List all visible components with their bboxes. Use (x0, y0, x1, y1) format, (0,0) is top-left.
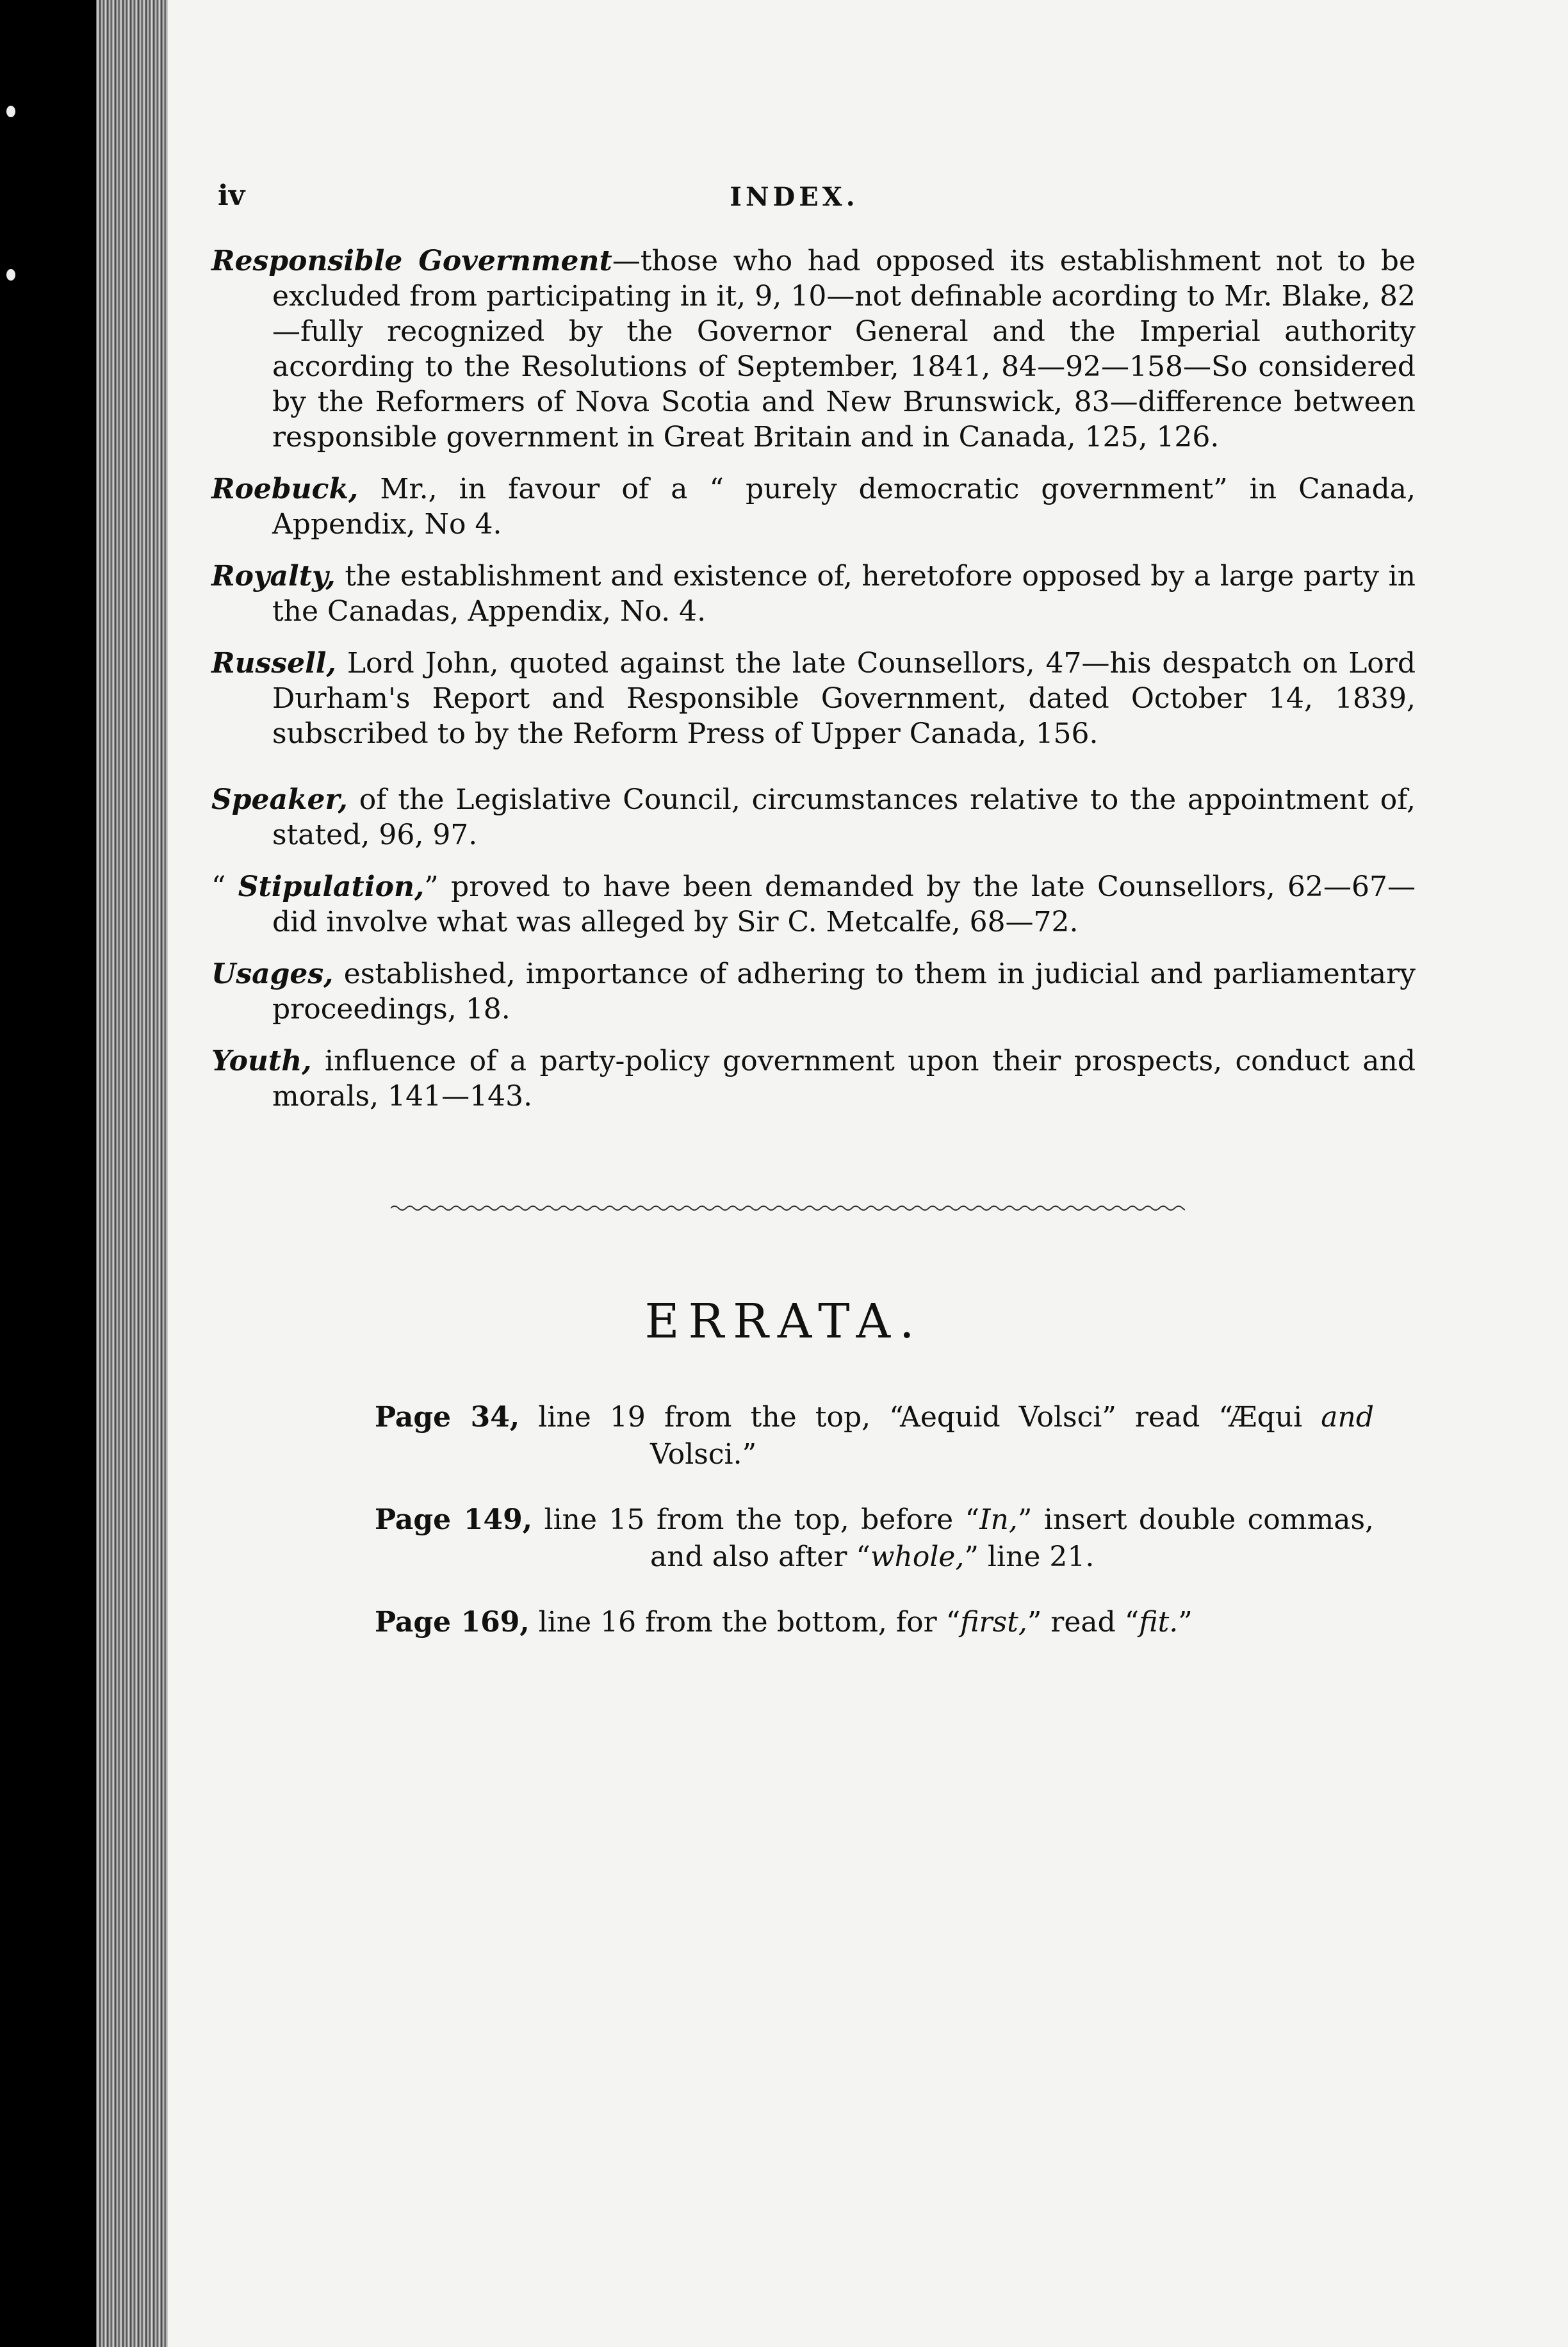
index-entry-text: Mr., in favour of a “ purely democratic government” in Canada, Appendix, No 4. (272, 473, 1416, 541)
edge-speck (6, 106, 15, 117)
index-entry (211, 559, 1416, 629)
index-entry (211, 471, 1416, 542)
index-entry (211, 646, 1416, 751)
index-entry (211, 243, 1416, 455)
erratum-item (375, 1399, 1374, 1473)
erratum-page: Page 149, (375, 1503, 533, 1536)
erratum-italic: whole, (870, 1541, 965, 1573)
erratum-text: line 16 from the bottom, for “ (529, 1606, 961, 1639)
index-entry-text: influence of a party-policy government upon their prospects, conduct and morals, 141—143. (272, 1045, 1416, 1113)
erratum-italic: first, (960, 1606, 1027, 1639)
errata-title: ERRATA. (644, 1294, 924, 1349)
erratum-page: Page 169, (375, 1606, 530, 1639)
index-entry-text: —those who had opposed its establishment not to be excluded from participating in it, 9, 10—not definable acording to Mr. Blake, 82—fully recognized by the Governor General and the Imperial authority according to the Resolutions of September, 1841, 84—92—158—So considered by the Reformers of Nova Scotia and New Brunswick, 83—difference between responsible government in Great Britain and in Canada, 125, 126. (272, 245, 1416, 454)
index-headword: Youth, (211, 1045, 312, 1077)
index-headword: Speaker, (211, 783, 348, 816)
book-spine-edge (96, 0, 170, 2347)
erratum-text: ” line 21. (964, 1541, 1095, 1573)
index-headword: Russell, (211, 647, 336, 680)
erratum-item (375, 1501, 1374, 1576)
erratum-text: ” insert double commas, and also after “ (650, 1503, 1375, 1573)
index-entry (211, 782, 1416, 853)
index-entry (211, 1043, 1416, 1114)
erratum-text: ” read “ (1027, 1606, 1139, 1639)
erratum-text: line 15 from the top, before “ (532, 1503, 980, 1536)
index-headword: Roebuck, (211, 473, 359, 505)
index-headword: Royalty, (211, 560, 336, 593)
index-entry-text: established, importance of adhering to them in judicial and parliamentary proceedings, 18. (272, 958, 1416, 1026)
index-entry-text: ” proved to have been demanded by the late Counsellors, 62—67—did involve what was alleged by Sir C. Metcalfe, 68—72. (272, 871, 1416, 938)
errata-list (375, 1371, 1374, 1655)
ornamental-divider (391, 1203, 1185, 1216)
erratum-text: line 19 from the top, “Aequid Volsci” read “Æqui (519, 1401, 1321, 1434)
erratum-italic: and (1321, 1401, 1375, 1434)
index-entry (211, 869, 1416, 940)
index-headword: Usages, (211, 958, 334, 990)
erratum-page: Page 34, (375, 1401, 520, 1434)
index-entry-text: Lord John, quoted against the late Counsellors, 47—his despatch on Lord Durham's Report and Responsible Government, dated October 14, 1839, subscribed to by the Reform Press of Upper Canada, 156. (272, 647, 1416, 750)
running-head: INDEX. (730, 182, 859, 212)
index-entry-text: the establishment and existence of, heretofore opposed by a large party in the Canadas, Appendix, No. 4. (272, 560, 1416, 628)
index-entry-text: of the Legislative Council, circumstances relative to the appointment of, stated, 96, 97. (272, 783, 1416, 851)
index-headword: Stipulation, (238, 871, 425, 903)
erratum-italic: In, (979, 1503, 1018, 1536)
erratum-item (375, 1604, 1374, 1641)
index-headword: Responsible Government (211, 245, 612, 277)
index-list (211, 243, 1416, 1131)
page-number: iv (218, 179, 245, 212)
erratum-text: ” (1178, 1606, 1193, 1639)
erratum-text: Volsci.” (650, 1438, 757, 1471)
edge-speck (6, 269, 15, 281)
index-entry-prefix: “ (211, 871, 238, 903)
index-entry (211, 956, 1416, 1027)
erratum-italic: fit. (1139, 1606, 1179, 1639)
page-header (218, 179, 1371, 224)
